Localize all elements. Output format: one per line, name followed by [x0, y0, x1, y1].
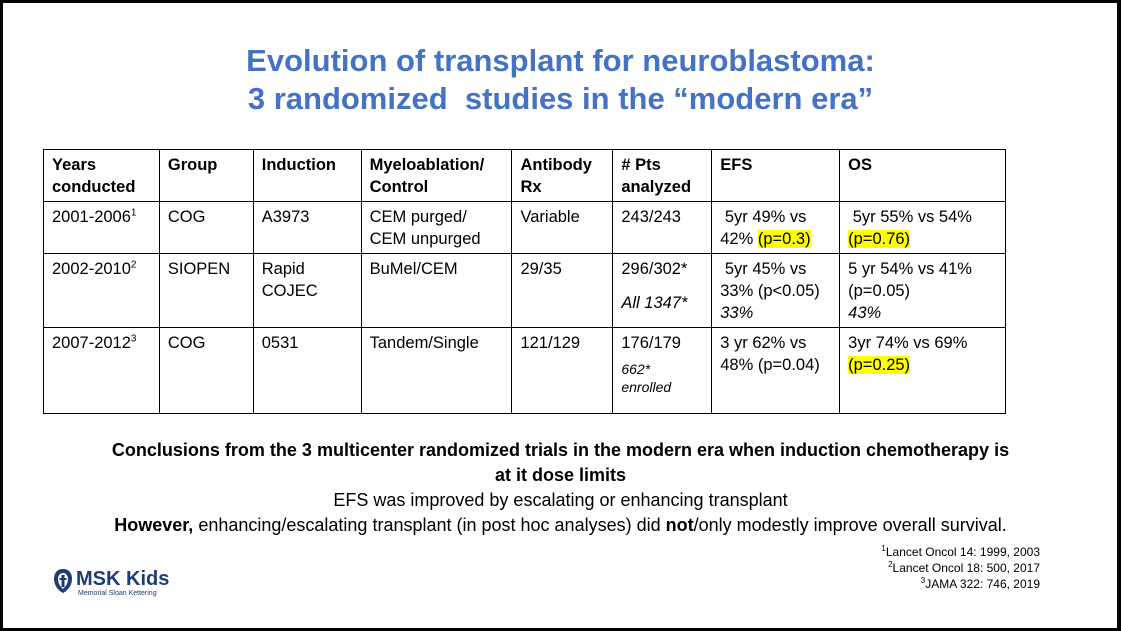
conclusion-line-4: However, enhancing/escalating transplant (in post hoc analyses) did not/only modestly improve overall survival. [114, 515, 1007, 535]
highlight-p-value: (p=0.25) [848, 356, 911, 374]
trials-table [43, 149, 1006, 414]
highlight-p-value: (p=0.76) [848, 230, 911, 248]
cell-pts: 296/302* All 1347* [613, 254, 712, 328]
header-induction: Induction [253, 150, 361, 202]
header-efs: EFS [712, 150, 840, 202]
cell-myeloablation: CEM purged/ CEM unpurged [361, 202, 512, 254]
conclusions [0, 438, 1121, 538]
cell-induction: 0531 [253, 328, 361, 414]
references [800, 544, 1040, 592]
msk-shield-icon [52, 568, 74, 594]
cell-induction: A3973 [253, 202, 361, 254]
cell-group: SIOPEN [159, 254, 253, 328]
cell-group: COG [159, 202, 253, 254]
cell-years: 2002-2010$^2$ [44, 254, 160, 328]
header-antibody: Antibody Rx [512, 150, 613, 202]
conclusion-line-1: Conclusions from the 3 multicenter randomized trials in the modern era when induction chemotherapy is [111, 440, 1010, 460]
cell-myeloablation: Tandem/Single [361, 328, 512, 414]
cell-antibody: 121/129 [512, 328, 613, 414]
table-row [44, 254, 1006, 328]
cell-os: 5 yr 54% vs 41% (p=0.05) 43% [840, 254, 1006, 328]
cell-years: 2001-2006$^1$ [44, 202, 160, 254]
pts-note: All 1347* [621, 294, 688, 312]
os-note: 43% [848, 304, 882, 322]
header-os: OS [840, 150, 1006, 202]
table-row [44, 202, 1006, 254]
reference-item: $^3$JAMA 322: 746, 2019 [920, 576, 1040, 591]
title-line-1: Evolution of transplant for neuroblastoma: [246, 43, 875, 78]
header-pts: # Pts analyzed [613, 150, 712, 202]
pts-note: 662* enrolled [621, 361, 672, 395]
reference-item: $^2$Lancet Oncol 18: 500, 2017 [888, 560, 1040, 575]
cell-efs: 3 yr 62% vs 48% (p=0.04) [712, 328, 840, 414]
cell-myeloablation: BuMel/CEM [361, 254, 512, 328]
title-line-2: 3 randomized studies in the “modern era” [247, 81, 874, 116]
header-group: Group [159, 150, 253, 202]
logo-text: MSK Kids [76, 568, 170, 590]
efs-note: 33% [720, 304, 754, 322]
header-myeloablation: Myeloablation/ Control [361, 150, 512, 202]
cell-induction: Rapid COJEC [253, 254, 361, 328]
logo-subtext: Memorial Sloan Kettering [78, 590, 157, 597]
slide-title [0, 42, 1121, 118]
cell-years: 2007-2012$^3$ [44, 328, 160, 414]
cell-antibody: 29/35 [512, 254, 613, 328]
cell-efs: 5yr 45% vs 33% (p<0.05) 33% [712, 254, 840, 328]
cell-os: 5yr 55% vs 54% (p=0.76) [840, 202, 1006, 254]
conclusion-line-3: EFS was improved by escalating or enhancing transplant [333, 490, 788, 510]
slide-border-top [0, 0, 1121, 3]
table-header-row [44, 150, 1006, 202]
reference-item: $^1$Lancet Oncol 14: 1999, 2003 [881, 544, 1040, 559]
cell-pts: 243/243 [613, 202, 712, 254]
cell-antibody: Variable [512, 202, 613, 254]
cell-efs: 5yr 49% vs 42% (p=0.3) [712, 202, 840, 254]
conclusion-line-2: at it dose limits [494, 465, 627, 485]
cell-pts: 176/179 662* enrolled [613, 328, 712, 414]
cell-os: 3yr 74% vs 69% (p=0.25) [840, 328, 1006, 414]
cell-group: COG [159, 328, 253, 414]
table-row [44, 328, 1006, 414]
header-years: Years conducted [44, 150, 160, 202]
highlight-p-value: (p=0.3) [757, 230, 811, 248]
